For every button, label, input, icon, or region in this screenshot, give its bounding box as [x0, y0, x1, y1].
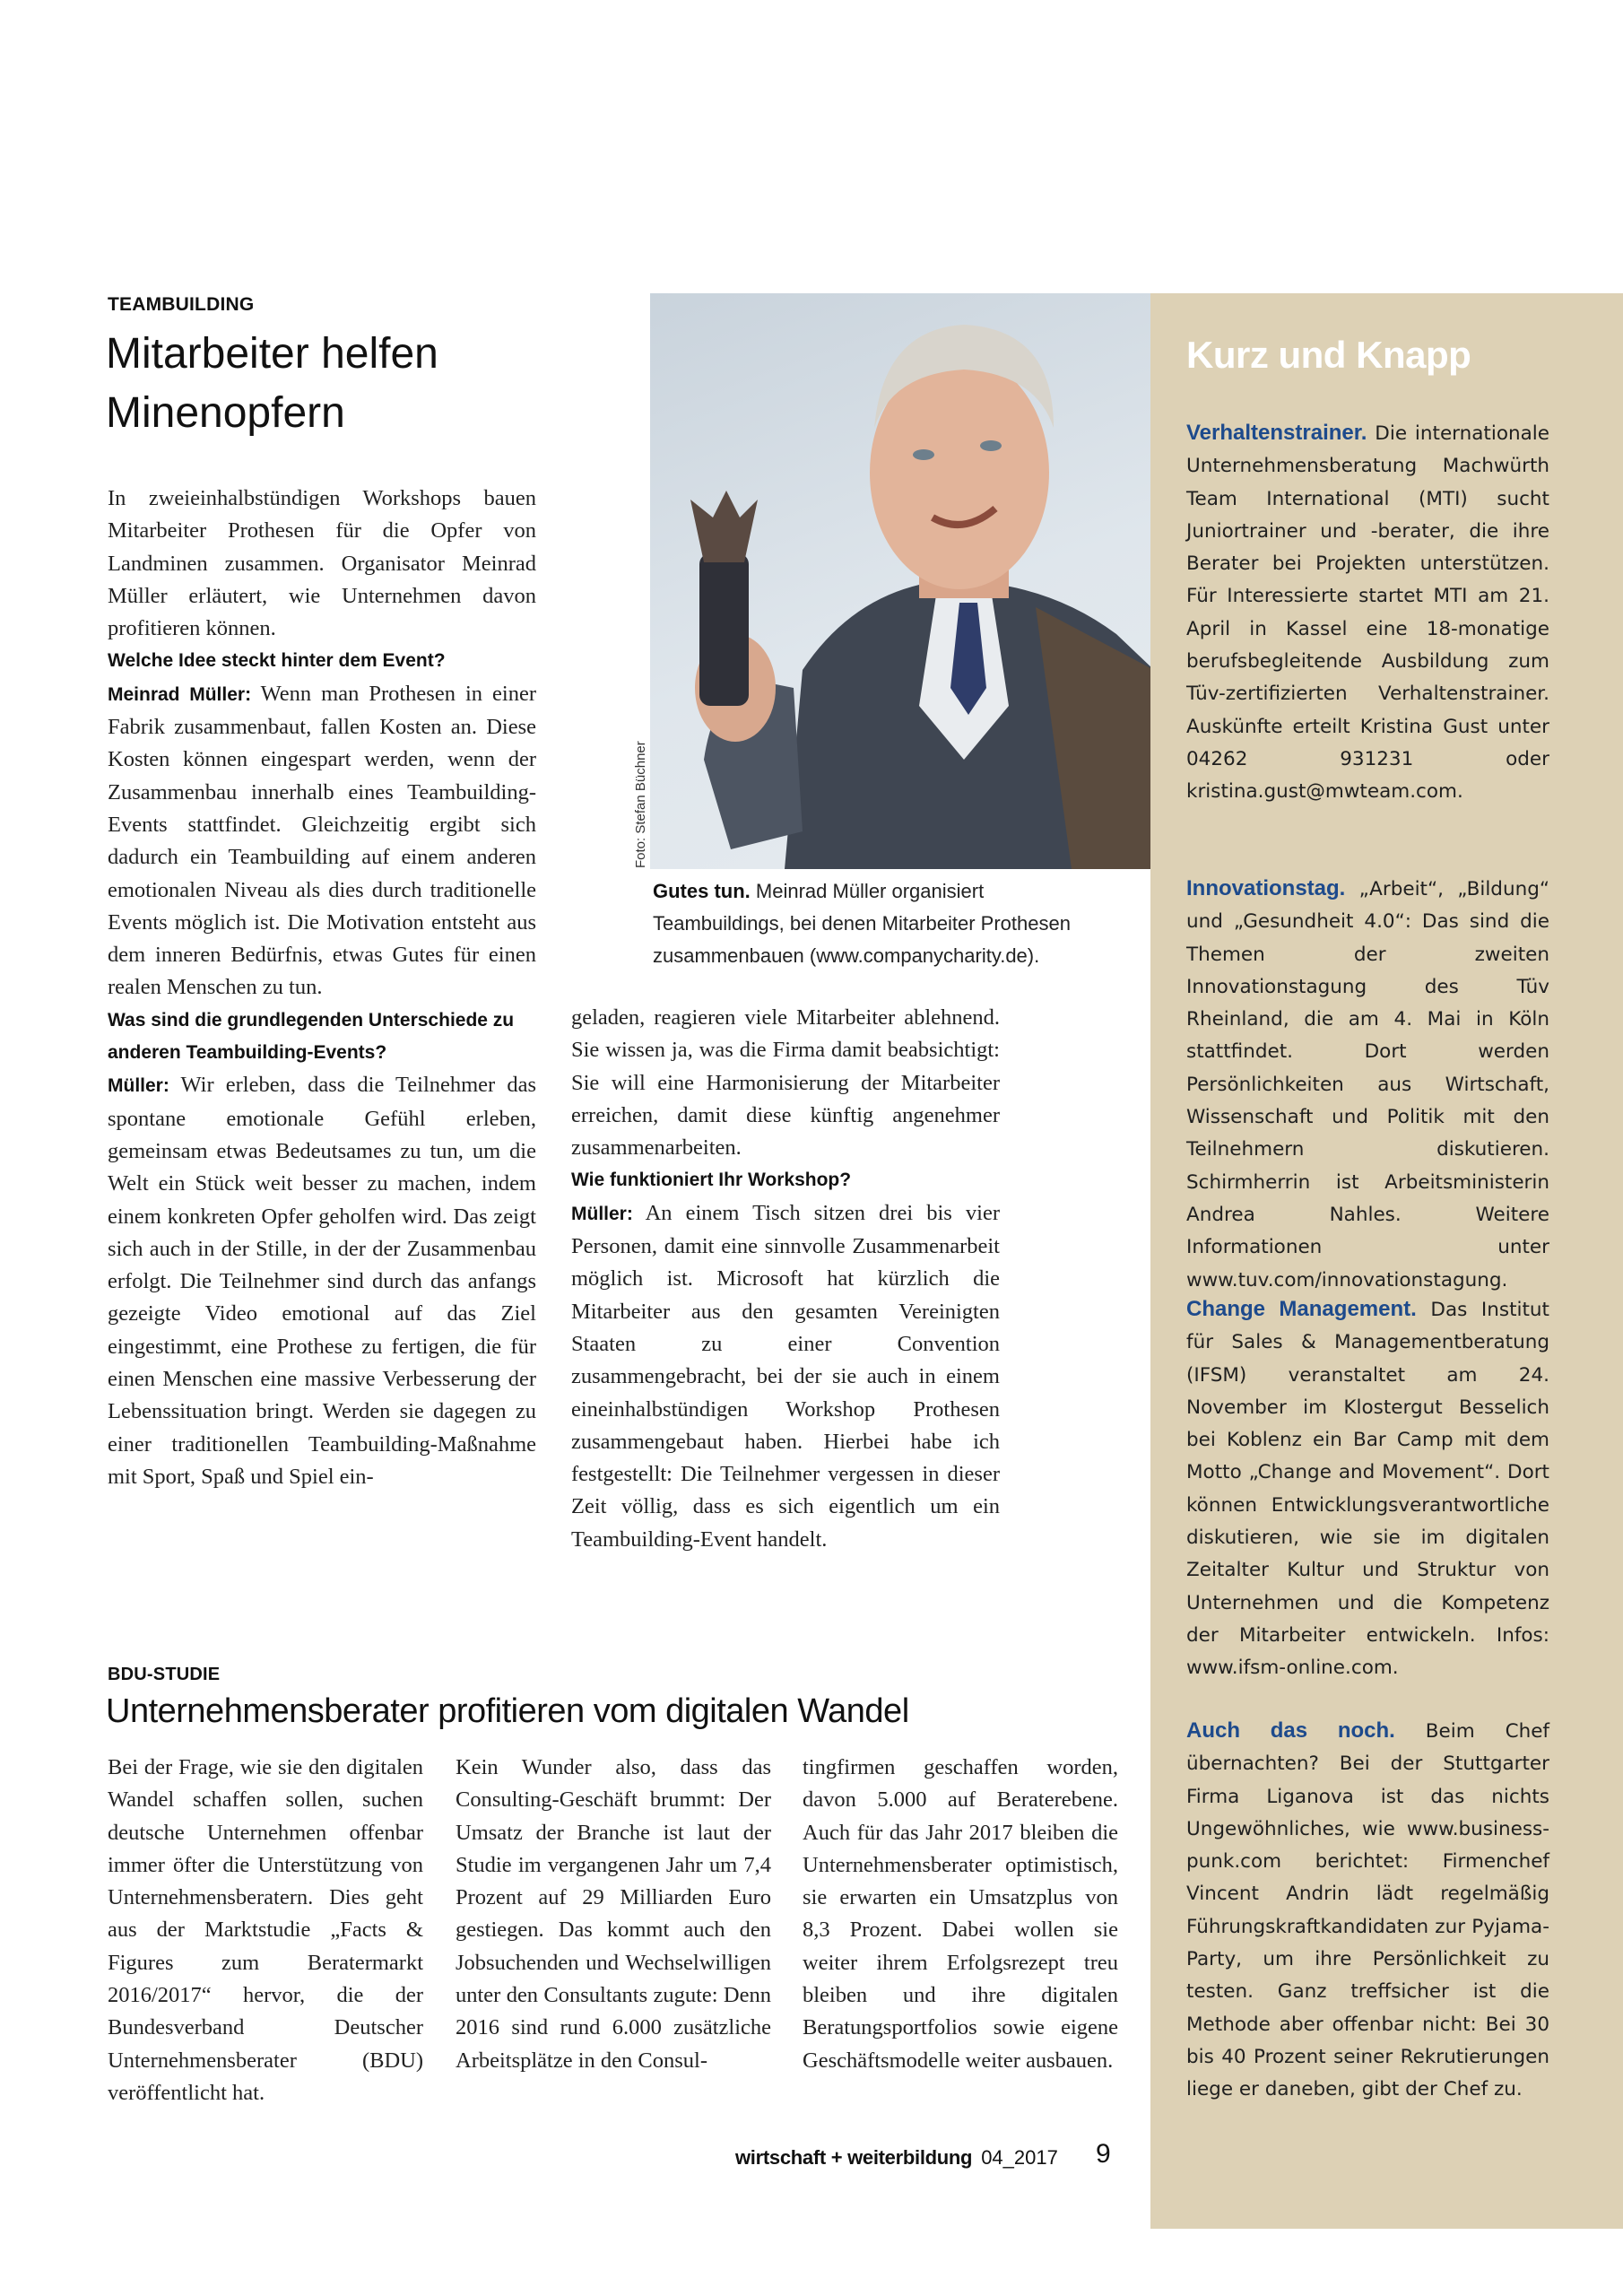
photo-credit: Foto: Stefan Büchner: [633, 741, 648, 868]
page-number: 9: [1096, 2139, 1111, 2169]
sidebar-item-lead: Verhaltenstrainer.: [1186, 421, 1367, 445]
interview-question-2: Was sind die grundlegenden Unterschiede zu anderen Teambuilding-Events?: [108, 1009, 515, 1064]
caption-lead: Gutes tun.: [653, 880, 751, 902]
article-2-headline: Unternehmensberater profitieren vom digitalen Wandel: [106, 1692, 909, 1730]
sidebar-item-change-management: [1186, 1293, 1549, 1685]
interview-question-1: Welche Idee steckt hinter dem Event?: [108, 650, 446, 672]
sidebar-item-lead: Auch das noch.: [1186, 1718, 1395, 1743]
speaker-label: Müller:: [108, 1075, 169, 1097]
article-2-column-1: [108, 1752, 423, 2109]
portrait-illustration: [650, 293, 1154, 869]
article-2-column-2: [456, 1752, 771, 2077]
answer-text: Wir erleben, dass die Teilnehmer das spontane emotionale Gefühl erleben, gemeinsam etwas Bedeutsames zu tun, um die Welt ein Stück weit besser zu machen, indem einem konkreten Opfer geholfen wird. Das zeigt sich auch in der Stille, in der der Zusammenbau erfolgt. Die Teilnehmer sind durch das anfangs gezeigte Video emotional auf das Ziel eingestimmt, eine Prothese zu fertigen, die für einen Menschen eine massive Verbesserung der Lebenssituation bringt. Werden sie dagegen zu einer traditionellen Teambuilding-Maßnahme mit Sport, Spaß und Spiel ein-: [108, 1073, 536, 1489]
sidebar-item-lead: Change Management.: [1186, 1297, 1417, 1321]
interview-answer-3: [571, 1197, 1000, 1556]
sidebar-item-innovationstag: [1186, 873, 1549, 1297]
section-kicker-teambuilding: TEAMBUILDING: [108, 294, 255, 315]
headline-line-1: Mitarbeiter helfen: [106, 330, 438, 378]
article-2-column-3: [803, 1752, 1118, 2077]
caption-text: Meinrad Müller organisiert Teambuildings, bei denen Mitarbeiter Prothesen zusammenbauen (www.companycharity.de).: [653, 880, 1071, 967]
speaker-label: Müller:: [571, 1203, 633, 1224]
column-text: Kein Wunder also, dass das Consulting-Geschäft brummt: Der Umsatz der Branche ist laut der Studie im vergangenen Jahr um 7,4 Prozent auf 29 Milliarden Euro gestiegen. Das kommt auch den Jobsuchenden und Wechselwilligen unter den Consultants zugute: Denn 2016 sind rund 6.000 zusätzliche Arbeitsplätze in den Consul-: [456, 1755, 771, 2073]
headline-line-2: Minenopfern: [106, 389, 345, 437]
article-headline: [106, 325, 608, 443]
magazine-name: wirtschaft + weiterbildung: [735, 2146, 973, 2169]
sidebar-kurz-und-knapp: [1150, 293, 1623, 2229]
issue-number: 04_2017: [981, 2146, 1058, 2169]
column-text: Bei der Frage, wie sie den digitalen Wandel schaffen sollen, suchen deutsche Unternehmen offenbar immer öfter die Unterstützung von Unternehmensberatern. Dies geht aus der Marktstudie „Facts & Figures zum Beratermarkt 2016/2017“ hervor, die der Bundesverband Deutscher Unternehmensberater (BDU) veröffentlicht hat.: [108, 1755, 423, 2105]
section-kicker-bdu-studie: BDU-STUDIE: [108, 1665, 221, 1684]
speaker-label: Meinrad Müller:: [108, 683, 252, 705]
sidebar-item-lead: Innovationstag.: [1186, 876, 1346, 900]
article-column-1: [108, 483, 536, 1493]
portrait-photo: [650, 293, 1154, 869]
sidebar-item-text: Beim Chef übernachten? Bei der Stuttgarter Firma Liganova ist das nichts Ungewöhnliches, wie www.business-punk.com berichtet: Firmenchef Vincent Andrin lädt regelmäßig Führungskraftkandidaten zur Pyjama-Party, um ihre Persönlichkeit zu testen. Ganz treffsicher ist die Methode aber offenbar nicht: Bei 30 bis 40 Prozent seiner Rekrutierungen liege er daneben, gibt der Chef zu.: [1186, 1720, 1549, 2101]
page-footer: [735, 2146, 1058, 2170]
interview-answer-2-continued: geladen, reagieren viele Mitarbeiter ablehnend. Sie wissen ja, was die Firma damit beabsichtigt: Sie will eine Harmonisierung der Mitarbeiter erreichen, damit diese künftig angenehmer zusammenarbeiten.: [571, 1005, 1000, 1161]
sidebar-item-auch-das-noch: [1186, 1715, 1549, 2107]
photo-caption: [653, 875, 1119, 972]
interview-question-3: Wie funktioniert Ihr Workshop?: [571, 1170, 852, 1191]
answer-text: An einem Tisch sitzen drei bis vier Personen, damit eine sinnvolle Zusammenarbeit möglich ist. Microsoft hat kürzlich die Mitarbeiter aus den gesamten Vereinigten Staaten zu einer Convention zusammengebracht, bei der sie auch in einem eineinhalbstündigen Workshop Prothesen zusammengebaut haben. Hierbei habe ich festgestellt: Die Teilnehmer vergessen in dieser Zeit völlig, dass es sich eigentlich um ein Teambuilding-Event handelt.: [571, 1200, 1000, 1552]
sidebar-item-verhaltenstrainer: [1186, 417, 1549, 809]
article-intro: In zweieinhalbstündigen Workshops bauen Mitarbeiter Prothesen für die Opfer von Landminen zusammen. Organisator Meinrad Müller erläutert, wie Unternehmen davon profitieren können.: [108, 486, 536, 641]
sidebar-item-text: Das Institut für Sales & Managementberatung (IFSM) veranstaltet am 24. November im Klostergut Besselich bei Koblenz ein Bar Camp mit dem Motto „Change and Movement“. Dort können Entwicklungsverantwortliche diskutieren, wie sie im digitalen Zeitalter Kultur und Struktur von Unternehmen und die Kompetenz der Mitarbeiter entwickeln. Infos: www.ifsm-online.com.: [1186, 1299, 1549, 1680]
sidebar-item-text: „Arbeit“, „Bildung“ und „Gesundheit 4.0“: Das sind die Themen der zweiten Innovationstagung des Tüv Rheinland, die am 4. Mai in Köln stattfindet. Dort werden Persönlichkeiten aus Wirtschaft, Wissenschaft und Politik mit den Teilnehmern diskutieren. Schirmherrin ist Arbeitsministerin Andrea Nahles. Weitere Informationen unter www.tuv.com/innovationstagung.: [1186, 878, 1549, 1292]
sidebar-title: Kurz und Knapp: [1186, 334, 1471, 376]
interview-answer-1: [108, 678, 536, 1004]
sidebar-item-text: Die internationale Unternehmensberatung Machwürth Team International (MTI) sucht Juniortrainer und -berater, die ihre Berater bei Projekten unterstützen. Für Interessierte startet MTI am 21. April in Kassel eine 18-monatige berufsbegleitende Ausbildung zum Tüv-zertifizierten Verhaltenstrainer. Auskünfte erteilt Kristina Gust unter 04262 931231 oder kristina.gust@mwteam.com.: [1186, 422, 1549, 804]
article-column-2: [571, 1002, 1000, 1556]
interview-answer-2: [108, 1069, 536, 1493]
column-text: tingfirmen geschaffen worden, davon 5.000 auf Beraterebene. Auch für das Jahr 2017 bleiben die Unternehmensberater optimistisch, sie erwarten ein Umsatzplus von 8,3 Prozent. Dabei wollen sie weiter ihrem Erfolgsrezept treu bleiben und ihre digitalen Beratungsportfolios sowie eigene Geschäftsmodelle weiter ausbauen.: [803, 1755, 1118, 2073]
answer-text: Wenn man Prothesen in einer Fabrik zusammenbaut, fallen Kosten an. Diese Kosten können eingespart werden, wenn der Zusammenbau innerhalb eines Teambuilding-Events stattfindet. Gleichzeitig ergibt sich dadurch ein Teambuilding auf einem anderen emotionalen Niveau als dies durch traditionelle Events möglich ist. Die Motivation entsteht aus dem inneren Bedürfnis, etwas Gutes für einen realen Menschen zu tun.: [108, 681, 536, 1000]
